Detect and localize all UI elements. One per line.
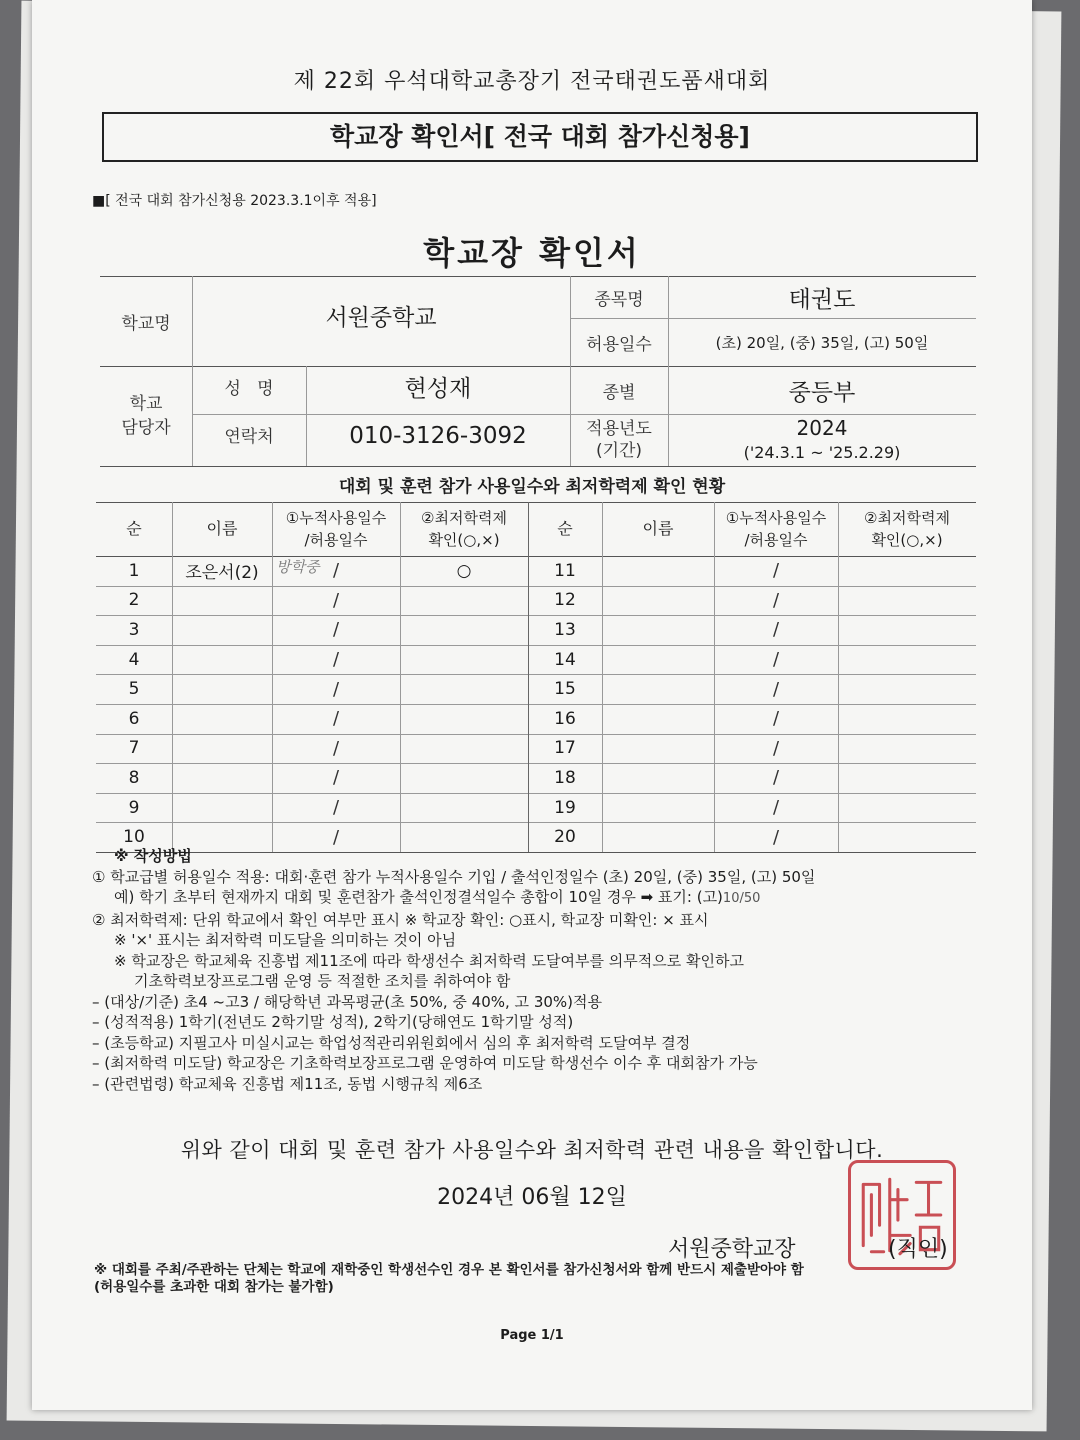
seal-label: (직인)	[888, 1237, 948, 1262]
detail-4: – (최저학력 미도달) 학교장은 기초학력보장프로그램 운영하여 미도달 학생선수 이수 후 대회참가 가능	[92, 1054, 758, 1072]
note-1a: ① 학교급별 허용일수 적용: 대회·훈련 참가 누적사용일수 기입 / 출석인정일수 (초) 20일, (중) 35일, (고) 50일	[92, 867, 816, 886]
row-number: 8	[128, 767, 140, 788]
year-value: 2024	[796, 416, 848, 440]
days-slash: /	[772, 797, 780, 819]
manager-label: 학교 담당자	[121, 394, 171, 438]
note-2a: ※ '×' 표시는 최저학력 미도달을 의미하는 것이 아님	[114, 931, 457, 949]
manager-name: 현성재	[404, 375, 472, 402]
days-slash: /	[332, 767, 340, 789]
row-number: 7	[128, 738, 140, 759]
page-number: Page 1/1	[500, 1328, 564, 1343]
row-number: 10	[123, 827, 145, 848]
row-number: 15	[554, 679, 576, 700]
row-number: 2	[128, 590, 140, 611]
event-title: 제 22회 우석대학교총장기 전국태권도품새대회	[293, 69, 771, 94]
header-min-right: ②최저학력제 확인(○,×)	[864, 509, 950, 549]
row-number: 1	[128, 560, 140, 581]
student-name	[172, 586, 272, 616]
row-number: 4	[128, 649, 140, 670]
min-check-mark	[400, 586, 528, 616]
writing-guide	[92, 846, 992, 1094]
days-slash: /	[332, 589, 340, 611]
row-number: 20	[554, 827, 576, 848]
days-slash: /	[772, 589, 780, 611]
sport-label: 종목명	[594, 289, 644, 310]
days-slash: /	[772, 708, 780, 730]
header-no-right: 순	[557, 519, 573, 538]
days-slash: /	[772, 826, 780, 848]
header-no-left: 순	[126, 519, 142, 538]
header-days-left: ①누적사용일수 /허용일수	[285, 509, 387, 549]
days-slash: /	[332, 708, 340, 730]
min-check-mark	[400, 615, 528, 645]
manager-name-label: 성 명	[224, 378, 274, 399]
student-name	[172, 793, 272, 823]
note-2: ② 최저학력제: 단위 학교에서 확인 여부만 표시 ※ 학교장 확인: ○표시, 학교장 미확인: × 표시	[92, 910, 709, 929]
header-days-right: ①누적사용일수 /허용일수	[725, 509, 827, 549]
days-slash: /	[772, 737, 780, 759]
days-slash: /	[332, 826, 340, 848]
student-name	[172, 734, 272, 764]
document-page	[32, 0, 1032, 1410]
detail-1: – (대상/기준) 초4 ~고3 / 해당학년 과목평균(초 50%, 중 40%, 고 30%)적용	[92, 992, 602, 1011]
row-number: 12	[554, 590, 576, 611]
allowed-days-value: (초) 20일, (중) 35일, (고) 50일	[715, 333, 929, 352]
days-slash: /	[772, 649, 780, 671]
principal-name: 서원중학교장	[668, 1237, 796, 1262]
days-slash: /	[772, 767, 780, 789]
row-number: 17	[554, 738, 576, 759]
division-value: 중등부	[788, 379, 856, 406]
row-number: 18	[554, 767, 576, 788]
days-slash: /	[332, 797, 340, 819]
division-label: 종별	[602, 382, 636, 403]
submission-note	[94, 1262, 804, 1296]
confirm-statement: 위와 같이 대회 및 훈련 참가 사용일수와 최저학력 관련 내용을 확인합니다.	[180, 1138, 884, 1162]
contact-value: 010-3126-3092	[349, 423, 527, 449]
submission-note-line2: (허용일수를 초과한 대회 참가는 불가함)	[94, 1279, 334, 1295]
row-number: 13	[554, 619, 576, 640]
min-check-mark	[400, 734, 528, 764]
submission-note-line1: ※ 대회를 주최/주관하는 단체는 학교에 재학중인 학생선수인 경우 본 확인서를 참가신청서와 함께 반드시 제출받아야 함	[94, 1262, 804, 1278]
days-slash: /	[332, 560, 340, 582]
issue-date: 2024년 06월 12일	[437, 1185, 627, 1210]
row-number: 14	[554, 649, 576, 670]
notes-heading: ※ 작성방법	[114, 847, 192, 865]
student-name	[172, 674, 272, 704]
note-1b: 예) 학기 초부터 현재까지 대회 및 훈련참가 출석인정결석일수 총합이 10일 경우 ➡ 표기: (고)10/50	[114, 888, 761, 906]
days-slash: /	[332, 649, 340, 671]
student-name	[172, 645, 272, 675]
row-number: 5	[128, 679, 140, 700]
days-slash: /	[332, 737, 340, 759]
sport-value: 태권도	[788, 286, 856, 313]
min-check-mark	[400, 704, 528, 734]
document-title: 학교장 확인서[ 전국 대회 참가신청용]	[102, 112, 978, 162]
days-slash: /	[332, 619, 340, 641]
min-check-mark	[400, 763, 528, 793]
row-number: 9	[128, 797, 140, 818]
student-name: 조은서(2)	[185, 563, 259, 584]
row-number: 3	[128, 619, 140, 640]
detail-5: – (관련법령) 학교체육 진흥법 제11조, 동법 시행규칙 제6조	[92, 1074, 483, 1093]
school-label: 학교명	[121, 313, 171, 334]
header-min-left: ②최저학력제 확인(○,×)	[421, 509, 507, 549]
note-2b: ※ 학교장은 학교체육 진흥법 제11조에 따라 학생선수 최저학력 도달여부를 의무적으로 확인하고	[114, 951, 744, 970]
min-check-mark	[400, 645, 528, 675]
main-title: 학교장 확인서	[423, 234, 641, 272]
contact-label: 연락처	[224, 426, 274, 447]
year-label: 적용년도 (기간)	[586, 419, 652, 461]
days-slash: /	[772, 678, 780, 700]
row-number: 11	[554, 560, 576, 581]
handwritten-note: 방학중	[276, 558, 320, 576]
detail-3: – (초등학교) 지필고사 미실시교는 학업성적관리위원회에서 심의 후 최저학력 도달여부 결정	[92, 1033, 691, 1052]
student-name	[172, 763, 272, 793]
table-title: 대회 및 훈련 참가 사용일수와 최저학력제 확인 현황	[338, 477, 726, 497]
row-number: 6	[128, 708, 140, 729]
row-number: 16	[554, 708, 576, 729]
student-name	[172, 615, 272, 645]
school-name: 서원중학교	[325, 304, 437, 331]
note-2c: 기초학력보장프로그램 운영 등 적절한 조치를 취하여야 함	[134, 972, 511, 990]
header-name-right: 이름	[642, 519, 674, 538]
min-check-mark: ○	[456, 560, 472, 581]
student-name	[172, 704, 272, 734]
detail-2: – (성적적용) 1학기(전년도 2학기말 성적), 2학기(당해연도 1학기말 성적)	[92, 1013, 574, 1031]
min-check-mark	[400, 793, 528, 823]
period-value: ('24.3.1 ~ '25.2.29)	[743, 442, 901, 462]
header-name-left: 이름	[206, 519, 238, 538]
days-slash: /	[772, 619, 780, 641]
row-number: 19	[554, 797, 576, 818]
days-slash: /	[772, 560, 780, 582]
days-slash: /	[332, 678, 340, 700]
apply-note: ■[ 전국 대회 참가신청용 2023.3.1이후 적용]	[92, 193, 377, 209]
allowed-days-label: 허용일수	[586, 334, 652, 355]
min-check-mark	[400, 674, 528, 704]
